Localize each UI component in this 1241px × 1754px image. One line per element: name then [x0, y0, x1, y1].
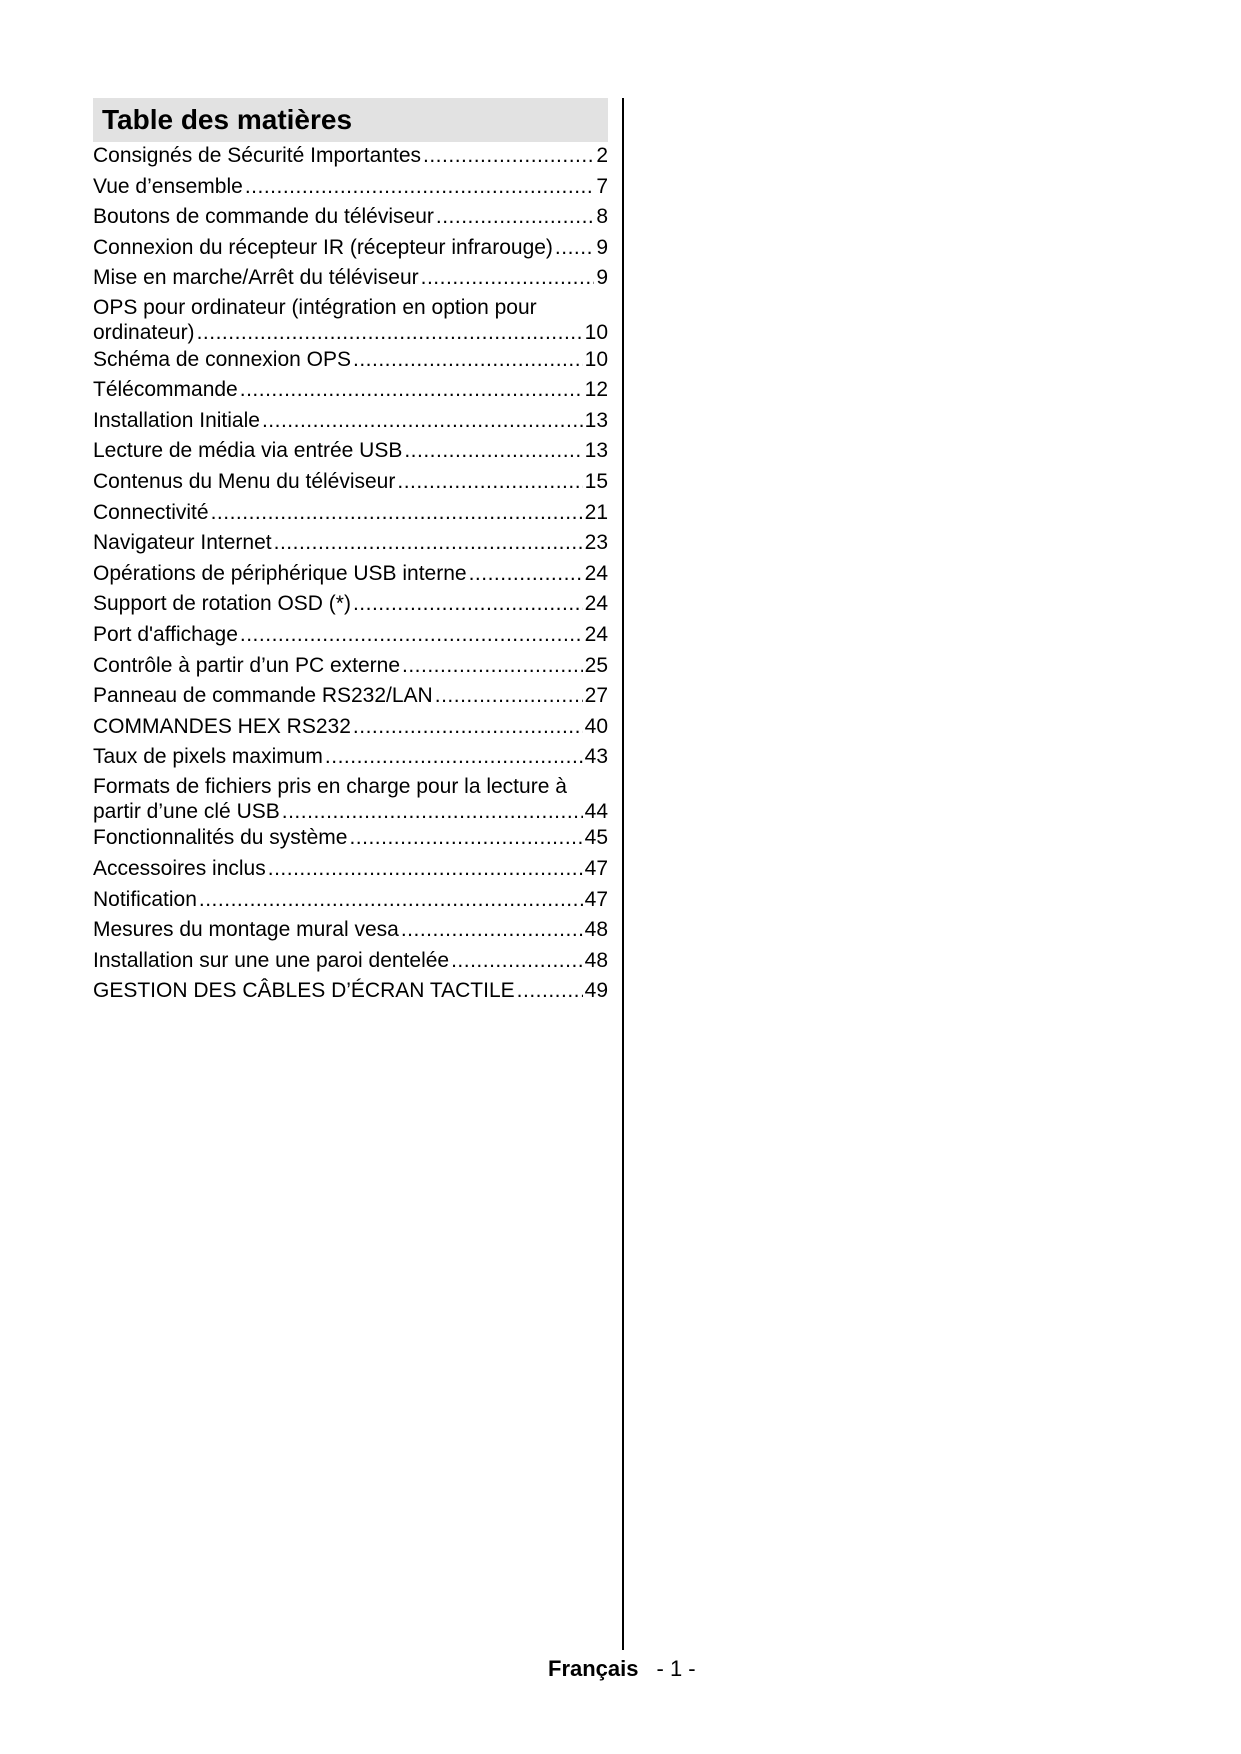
toc-list	[93, 144, 608, 1003]
toc-entry-title: Panneau de commande RS232/LAN	[93, 684, 433, 708]
toc-entry-page: 10	[584, 320, 608, 344]
toc-entry-title: Opérations de périphérique USB interne	[93, 561, 467, 585]
toc-entry[interactable]	[93, 776, 608, 824]
toc-entry[interactable]	[93, 501, 608, 525]
toc-leader-dots	[268, 857, 583, 881]
toc-entry-page: 47	[584, 887, 608, 911]
toc-entry-title: Connexion du récepteur IR (récepteur infrarouge)	[93, 235, 553, 259]
toc-entry[interactable]	[93, 715, 608, 739]
toc-entry-page: 15	[584, 469, 608, 493]
toc-entry[interactable]	[93, 979, 608, 1003]
toc-entry[interactable]	[93, 297, 608, 345]
toc-heading: Table des matières	[93, 98, 608, 142]
toc-entry-page: 23	[584, 531, 608, 555]
toc-entry-page: 13	[584, 408, 608, 432]
toc-entry-page: 25	[584, 653, 608, 677]
toc-entry[interactable]	[93, 409, 608, 433]
toc-entry-title: Support de rotation OSD (*)	[93, 592, 351, 616]
toc-entry[interactable]	[93, 654, 608, 678]
toc-entry[interactable]	[93, 439, 608, 463]
toc-entry-page: 43	[584, 745, 608, 769]
toc-entry[interactable]	[93, 684, 608, 708]
toc-entry-title: Mise en marche/Arrêt du téléviseur	[93, 266, 419, 290]
toc-entry-title: Mesures du montage mural vesa	[93, 918, 399, 942]
toc-entry-page: 48	[584, 918, 608, 942]
toc-entry-page: 21	[584, 500, 608, 524]
toc-entry[interactable]	[93, 857, 608, 881]
toc-entry-title: Installation sur une une paroi dentelée	[93, 948, 450, 972]
toc-entry-title: Vue d’ensemble	[93, 174, 243, 198]
toc-entry[interactable]	[93, 562, 608, 586]
footer-language: Français	[548, 1656, 639, 1681]
toc-entry-page: 12	[584, 378, 608, 402]
toc-entry-title: partir d’une clé USB	[93, 799, 280, 823]
toc-entry-title: Boutons de commande du téléviseur	[93, 205, 434, 229]
toc-entry[interactable]	[93, 888, 608, 912]
toc-entry-page: 49	[584, 979, 608, 1003]
toc-entry[interactable]	[93, 266, 608, 290]
toc-leader-dots	[436, 205, 594, 229]
toc-leader-dots	[240, 378, 583, 402]
toc-entry-title: ordinateur)	[93, 320, 195, 344]
toc-entry-title: Télécommande	[93, 378, 238, 402]
toc-entry-page: 24	[584, 561, 608, 585]
footer-page-number: - 1 -	[656, 1656, 696, 1681]
toc-entry-title: Accessoires inclus	[93, 857, 266, 881]
toc-entry[interactable]	[93, 205, 608, 229]
toc-leader-dots	[423, 144, 594, 168]
toc-entry-title: Installation Initiale	[93, 408, 260, 432]
toc-entry[interactable]	[93, 144, 608, 168]
toc-leader-dots	[402, 654, 583, 678]
toc-entry-page: 7	[596, 174, 608, 198]
toc-entry-title: Notification	[93, 887, 197, 911]
toc-leader-dots	[421, 266, 595, 290]
toc-entry-title-line2	[93, 321, 608, 345]
toc-leader-dots	[401, 918, 583, 942]
toc-entry-title: Consignés de Sécurité Importantes	[93, 144, 422, 167]
toc-leader-dots	[397, 470, 582, 494]
toc-entry[interactable]	[93, 826, 608, 850]
toc-entry-page: 27	[584, 684, 608, 708]
toc-entry-page: 9	[596, 235, 608, 259]
toc-leader-dots	[469, 562, 583, 586]
toc-entry[interactable]	[93, 175, 608, 199]
toc-entry-page: 47	[584, 857, 608, 881]
toc-entry-title: Fonctionnalités du système	[93, 826, 348, 850]
toc-leader-dots	[353, 348, 583, 372]
column-divider	[622, 98, 624, 1650]
page-footer	[548, 1656, 696, 1682]
toc-entry[interactable]	[93, 348, 608, 372]
toc-entry-page: 40	[584, 714, 608, 738]
toc-leader-dots	[555, 236, 594, 260]
toc-entry[interactable]	[93, 531, 608, 555]
toc-entry-page: 2	[596, 144, 608, 167]
toc-leader-dots	[262, 409, 583, 433]
toc-entry-title: Port d'affichage	[93, 622, 238, 646]
toc-leader-dots	[404, 439, 582, 463]
toc-entry[interactable]	[93, 918, 608, 942]
toc-leader-dots	[349, 826, 582, 850]
toc-entry-title: COMMANDES HEX RS232	[93, 714, 351, 738]
toc-entry[interactable]	[93, 236, 608, 260]
toc-entry-title: Contrôle à partir d’un PC externe	[93, 653, 400, 677]
toc-entry-title: GESTION DES CÂBLES D’ÉCRAN TACTILE	[93, 979, 515, 1003]
toc-entry-title: Taux de pixels maximum	[93, 745, 323, 769]
toc-leader-dots	[274, 531, 583, 555]
toc-entry[interactable]	[93, 745, 608, 769]
toc-leader-dots	[353, 715, 583, 739]
toc-leader-dots	[353, 592, 583, 616]
toc-entry[interactable]	[93, 949, 608, 973]
toc-entry-title: Lecture de média via entrée USB	[93, 439, 403, 463]
toc-entry-title-line1: Formats de fichiers pris en charge pour la lecture à	[93, 774, 567, 798]
toc-entry-page: 24	[584, 622, 608, 646]
toc-entry[interactable]	[93, 378, 608, 402]
toc-leader-dots	[197, 321, 583, 345]
toc-entry-title-line1: OPS pour ordinateur (intégration en option pour	[93, 295, 537, 319]
toc-entry-title: Navigateur Internet	[93, 531, 272, 555]
toc-entry-page: 45	[584, 826, 608, 850]
toc-leader-dots	[325, 745, 583, 769]
toc-leader-dots	[211, 501, 583, 525]
toc-entry-title: Schéma de connexion OPS	[93, 347, 351, 371]
toc-entry-page: 8	[596, 205, 608, 229]
toc-entry-page: 13	[584, 439, 608, 463]
toc-leader-dots	[199, 888, 583, 912]
toc-entry[interactable]	[93, 470, 608, 494]
toc-entry-title: Contenus du Menu du téléviseur	[93, 469, 396, 493]
toc-leader-dots	[245, 175, 594, 199]
toc-leader-dots	[282, 800, 583, 824]
toc-entry-page: 44	[584, 799, 608, 823]
toc-leader-dots	[451, 949, 583, 973]
toc-entry-page: 9	[596, 266, 608, 290]
toc-entry-page: 48	[584, 948, 608, 972]
toc-entry[interactable]	[93, 592, 608, 616]
toc-leader-dots	[240, 623, 583, 647]
toc-entry-title: Connectivité	[93, 500, 209, 524]
toc-leader-dots	[435, 684, 583, 708]
toc-entry-page: 10	[584, 347, 608, 371]
toc-entry-title-line2	[93, 800, 608, 824]
toc-entry[interactable]	[93, 623, 608, 647]
table-of-contents	[93, 98, 608, 1010]
toc-entry-page: 24	[584, 592, 608, 616]
toc-leader-dots	[517, 979, 583, 1003]
